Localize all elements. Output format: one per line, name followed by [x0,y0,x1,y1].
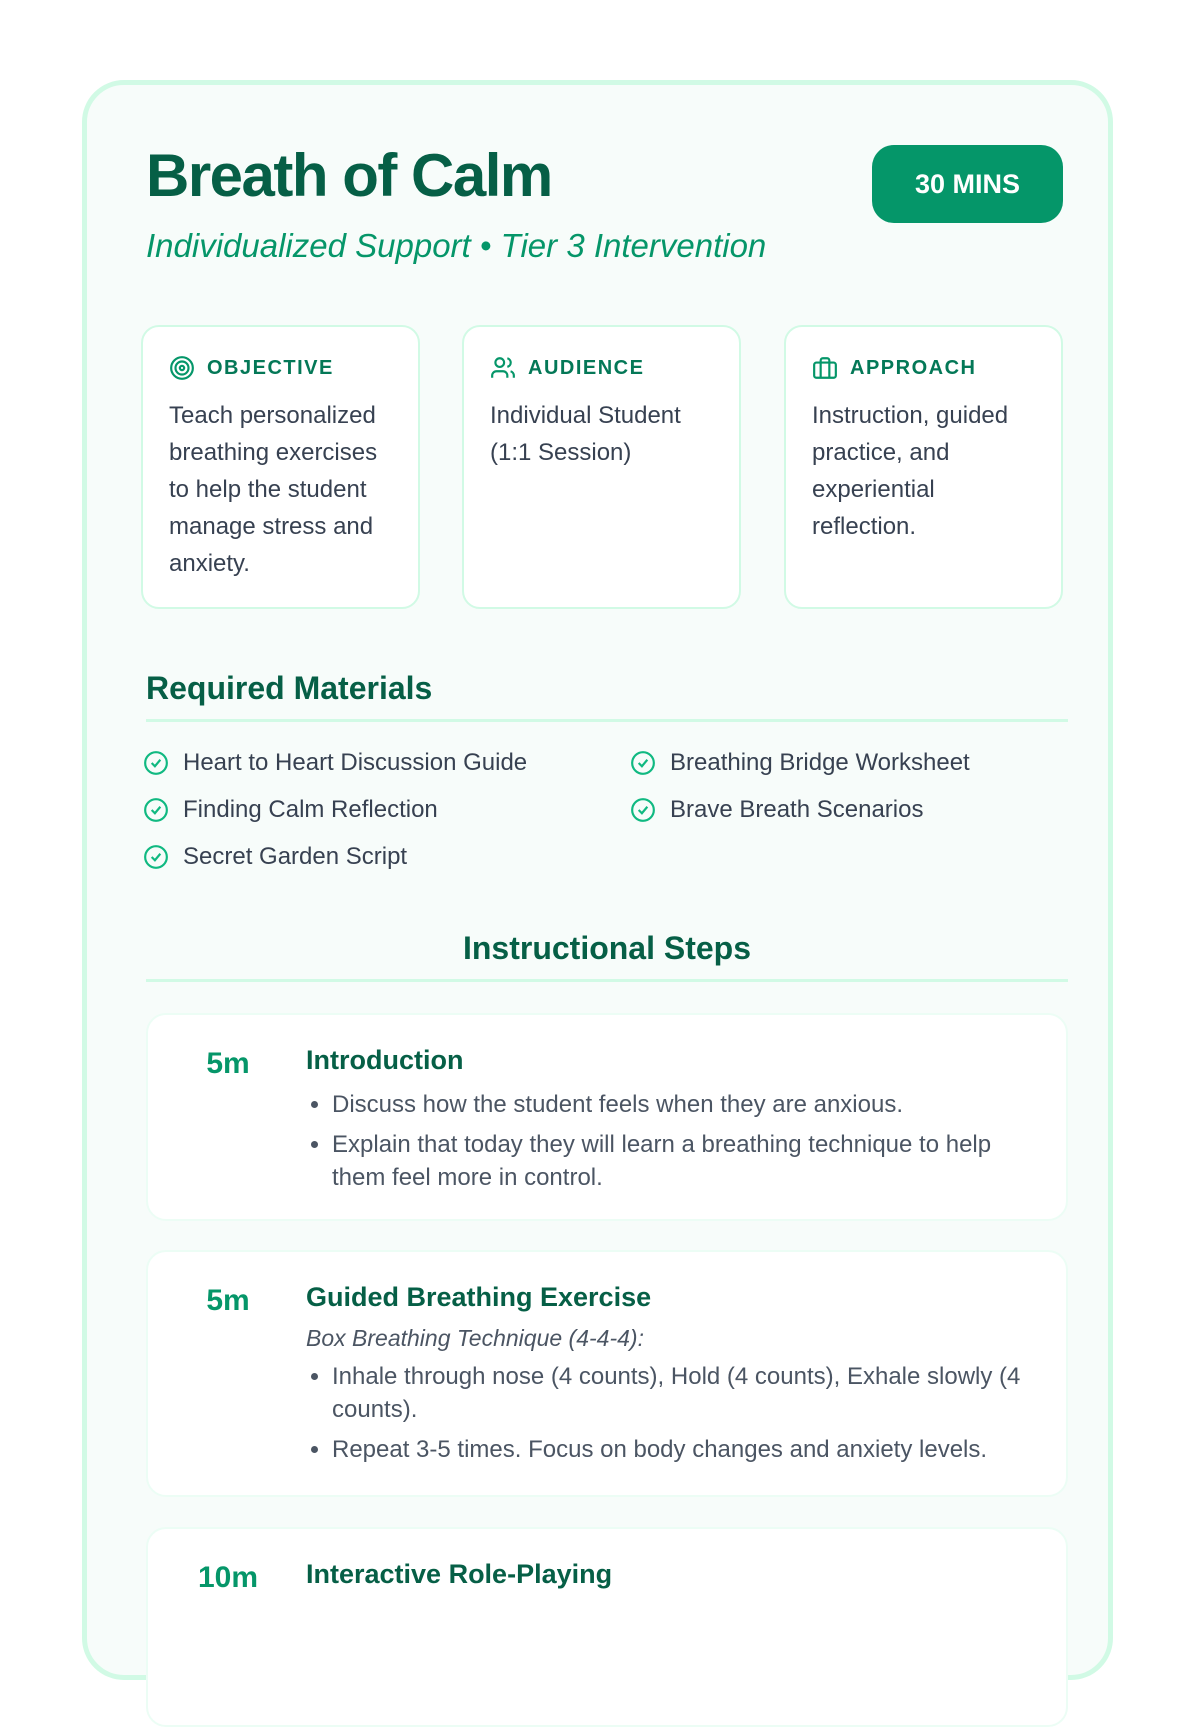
lesson-card [82,80,1113,1680]
step-note: Box Breathing Technique (4-4-4): [306,1325,644,1351]
step-title: Guided Breathing Exercise [306,1282,652,1312]
approach-card [784,325,1063,609]
check-circle-icon [143,750,169,776]
users-icon [490,355,516,381]
duration-badge: 30 MINS [872,145,1063,223]
check-circle-icon [630,797,656,823]
page-subtitle: Individualized Support • Tier 3 Intervention [146,227,767,264]
material-label: Breathing Bridge Worksheet [670,749,970,776]
audience-label: AUDIENCE [528,356,645,379]
target-icon [169,355,195,381]
check-circle-icon [143,844,169,870]
material-item [143,749,527,777]
step-bullet: • Repeat 3-5 times. Focus on body changes and anxiety levels. [332,1433,1026,1466]
material-label: Heart to Heart Discussion Guide [183,749,528,776]
briefcase-icon [812,355,838,381]
objective-label: OBJECTIVE [207,356,334,379]
material-item [143,843,407,871]
step-card [146,1013,1068,1221]
step-title: Interactive Role-Playing [306,1559,613,1589]
check-circle-icon [143,797,169,823]
steps-heading: Instructional Steps [146,930,1068,982]
objective-card [141,325,420,609]
step-time: 5m [206,1047,250,1080]
check-circle-icon [630,750,656,776]
page-title: Breath of Calm [146,142,552,209]
material-label: Brave Breath Scenarios [670,796,924,823]
step-bullet: • Inhale through nose (4 counts), Hold (4 counts), Exhale slowly (4 counts). [332,1360,1026,1426]
step-bullet: • Explain that today they will learn a breathing technique to help them feel more in control. [332,1128,1026,1194]
audience-text: Individual Student (1:1 Session) [490,402,681,466]
materials-heading: Required Materials [146,670,1068,722]
step-card [146,1250,1068,1497]
step-title: Introduction [306,1045,464,1075]
material-item [143,796,438,824]
objective-text: Teach personalized breathing exercises to help the student manage stress and anxiety. [169,402,378,577]
step-bullet: • Discuss how the student feels when they are anxious. [332,1088,1026,1121]
material-label: Secret Garden Script [183,843,408,870]
step-time: 10m [197,1561,259,1594]
material-label: Finding Calm Reflection [183,796,438,823]
material-item [630,749,970,777]
approach-label: APPROACH [850,356,977,379]
step-card [146,1527,1068,1727]
step-time: 5m [206,1284,250,1317]
audience-card [462,325,741,609]
material-item [630,796,923,824]
approach-text: Instruction, guided practice, and experiential reflection. [812,402,1009,540]
